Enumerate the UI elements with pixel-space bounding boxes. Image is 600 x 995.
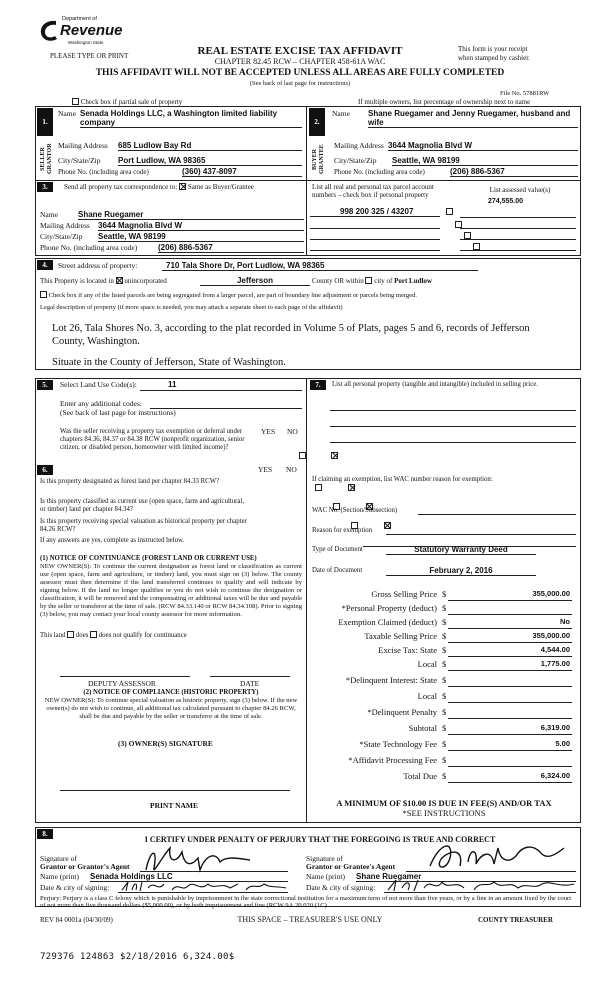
personal-property-label: List all personal property (tangible and intangible) included in selling price. [332, 381, 538, 388]
parcel-list-label-2: numbers – check box if personal property [312, 191, 429, 199]
additional-note: (See back of last page for instructions) [60, 408, 176, 417]
fee-dollar: $ [442, 617, 447, 627]
historic-no-checkbox[interactable] [384, 522, 391, 529]
fee-label: Subtotal [408, 723, 437, 733]
section-6-tag: 6. [37, 465, 53, 475]
grantor-sig-label-1: Signature of [40, 854, 77, 863]
parcel-personal-checkbox-2[interactable] [455, 221, 462, 228]
partial-sale-checkbox[interactable] [72, 98, 79, 105]
deputy-date: DATE [240, 679, 260, 688]
fee-value[interactable]: 6,324.00 [540, 771, 570, 780]
unincorporated-label: unincorporated [124, 277, 167, 285]
grantee-signature[interactable] [420, 838, 570, 874]
county-treasurer: COUNTY TREASURER [478, 916, 553, 924]
s6-no: NO [286, 465, 297, 474]
fee-row [300, 754, 582, 768]
receipt-note-2: when stamped by cashier. [458, 54, 530, 62]
send-label: Send all property tax correspondence to: [64, 183, 178, 191]
fee-dollar: $ [442, 631, 447, 641]
assessed-value[interactable]: 274,555.00 [488, 198, 524, 205]
assessed-line-4 [460, 250, 576, 251]
logo-sub: Washington State [68, 40, 104, 45]
buyer-name[interactable]: Shane Ruegamer and Jenny Ruegamer, husband and wife [368, 109, 578, 128]
form-chapter: CHAPTER 82.45 RCW – CHAPTER 458-61A WAC [214, 57, 386, 66]
grantor-name-label: Name (print) [40, 872, 79, 881]
property-box [35, 258, 581, 370]
fee-value[interactable]: No [560, 617, 570, 626]
fee-label: *Delinquent Penalty [367, 707, 437, 717]
parcel-personal-checkbox-1[interactable] [446, 208, 453, 215]
fee-row [300, 644, 582, 658]
fee-dollar: $ [442, 739, 447, 749]
form-warning: THIS AFFIDAVIT WILL NOT BE ACCEPTED UNLESS ALL AREAS ARE FULLY COMPLETED [95, 68, 505, 78]
parcel-personal-checkbox-4[interactable] [473, 243, 480, 250]
fee-row [300, 588, 582, 602]
corr-phone[interactable]: (206) 886-5367 [158, 243, 304, 253]
seller-side-label: SELLER GRANTOR [40, 143, 53, 175]
partial-sale [72, 98, 182, 106]
forest-no-checkbox[interactable] [348, 484, 355, 491]
fee-row [300, 658, 582, 672]
see-instructions: *SEE INSTRUCTIONS [402, 808, 486, 818]
this-land-label: This land [40, 632, 66, 639]
grantee-date-label: Date & city of signing: [306, 883, 376, 892]
parcel-line-2 [310, 228, 440, 229]
buyer-mailing[interactable]: 3644 Magnolia Blvd W [388, 141, 578, 151]
legal-label: Legal description of property (if more space is needed, you may attach a separate sheet to each page of the affidavit) [40, 304, 343, 311]
parcel-list-label-1: List all real and personal tax parcel account [312, 183, 434, 191]
grantor-sig-label-2: Grantor or Grantor's Agent [40, 862, 130, 871]
fee-label: Total Due [403, 771, 437, 781]
land-use-label: Select Land Use Code(s): [60, 380, 137, 389]
send-correspondence [64, 183, 254, 191]
section3-divider [306, 180, 307, 256]
print-name: PRINT NAME [150, 801, 198, 810]
fee-line [448, 734, 572, 735]
does-not-checkbox[interactable] [90, 631, 97, 638]
fee-row [300, 770, 582, 784]
seller-city[interactable]: Port Ludlow, WA 98365 [118, 156, 302, 166]
logo-main: Revenue [60, 22, 123, 39]
file-no: File No. 57881RW [500, 90, 550, 97]
grantor-date-signature[interactable] [118, 878, 290, 894]
fee-line [448, 656, 572, 657]
perjury-notice: Perjury: Perjury is a class C felony which is punishable by imprisonment in the state correctional institution for a maximum term of not more than five years, or by a fine in an amount fixed by the court of not more than five thousand dollars ($5,000.00), or by both imprisonment and fine (RCW 9A.20.020 (1C). [40, 895, 572, 910]
seller-name-label: Name [58, 109, 76, 118]
buyer-name-label: Name [332, 109, 350, 118]
fee-dollar: $ [442, 723, 447, 733]
seller-mailing-label: Mailing Address [58, 141, 108, 150]
parties-hline [35, 180, 581, 181]
rev-number: REV 84 0001a (04/30/09) [40, 916, 113, 924]
exemption-yes-checkbox[interactable] [299, 452, 306, 459]
notice2-title: (2) NOTICE OF COMPLIANCE (HISTORIC PROPERTY) [83, 689, 259, 696]
wac-label: If claiming an exemption, list WAC number reason for exemption: [312, 476, 493, 483]
fee-line [448, 686, 572, 687]
section-7-tag: 7. [310, 380, 326, 390]
fee-line [448, 628, 572, 629]
assessed-line-2 [460, 228, 576, 229]
fee-dollar: $ [442, 691, 447, 701]
segregated-checkbox[interactable] [40, 291, 47, 298]
partial-sale-label: Check box if partial sale of property [80, 98, 183, 106]
buyer-mailing-label: Mailing Address [334, 141, 384, 150]
parties-divider [306, 106, 307, 180]
fee-line [448, 766, 572, 767]
buyer-side-label: BUYER GRANTEE [312, 144, 325, 174]
pp-line-3 [330, 442, 576, 443]
fee-dollar: $ [442, 603, 447, 613]
fee-label: Taxable Selling Price [364, 631, 437, 641]
section-4-tag: 4. [37, 260, 53, 270]
doc-type[interactable]: Statutory Warranty Deed [386, 545, 536, 555]
fee-dollar: $ [442, 589, 447, 599]
parcel-line-4 [310, 250, 440, 251]
fee-line [448, 702, 572, 703]
fee-label: Local [417, 691, 437, 701]
dor-logo-swirl-icon [38, 18, 60, 44]
s6-q2: Is this property classified as current use (open space, farm and agricultural, or timber) land per chapter 84.34? [40, 498, 245, 513]
fee-value[interactable]: 1,775.00 [540, 659, 570, 668]
section-8-tag: 8. [37, 829, 53, 839]
grantee-sig-label-1: Signature of [306, 854, 343, 863]
does-checkbox[interactable] [67, 631, 74, 638]
parcel-number[interactable]: 998 200 325 / 43207 [310, 207, 440, 217]
seller-phone[interactable]: (360) 437-8097 [182, 167, 302, 177]
fee-dollar: $ [442, 659, 447, 669]
fee-value[interactable]: 6,319.00 [540, 723, 570, 732]
fee-dollar: $ [442, 755, 447, 765]
certify-statement: I CERTIFY UNDER PENALTY OF PERJURY THAT THE FOREGOING IS TRUE AND CORRECT [144, 835, 496, 844]
treasurer-stamp: 729376 124863 $2/18/2016 6,324.00$ [40, 952, 235, 962]
street-label: Street address of property: [58, 261, 138, 270]
grantor-name[interactable]: Senada Holdings LLC [90, 872, 288, 882]
seller-phone-label: Phone No. (including area code) [58, 168, 149, 176]
city-of-label: city of [374, 277, 393, 285]
notice1-body: NEW OWNER(S): To continue the current designation as forest land or classification as current use (open space, farm and agriculture, or timber) land, you must sign on (3) below. The county assessor must then determine if the land transferred continues to qualify and will indicate by signing below. If the land no longer qualifies or you do not wish to continue the designation or classification, it will be removed and the compensating or additional taxes will be due and payable by the seller or transferor at the time of sale. (RCW 84.33.140 or RCW 84.34.108). Prior to signing (3) below, you may contact your local county assessor for more information. [40, 563, 302, 618]
parcel-personal-checkbox-3[interactable] [464, 232, 471, 239]
fee-line [448, 642, 572, 643]
section-1-tag: 1. [37, 108, 53, 136]
buyer-city[interactable]: Seattle, WA 98199 [392, 156, 578, 166]
exemption-question: Was the seller receiving a property tax exemption or deferral under chapters 84.36, 84.37 or 84.38 RCW (nonprofit organization, senior citizen, or disabled person, homeowner with limited income)? [60, 428, 245, 451]
pp-line-1 [330, 410, 576, 411]
buyer-phone-label: Phone No. (including area code) [334, 168, 425, 176]
treasurer-space: THIS SPACE – TREASURER'S USE ONLY [237, 915, 383, 924]
fee-line [448, 614, 572, 615]
legal-situate[interactable]: Situate in the County of Jefferson, State of Washington. [52, 357, 286, 368]
does-label: does [75, 632, 89, 639]
form-title: REAL ESTATE EXCISE TAX AFFIDAVIT [197, 45, 403, 57]
additional-codes: Enter any additional codes: [60, 399, 142, 408]
assessed-line-1 [460, 217, 576, 218]
city-line [312, 277, 432, 285]
parcel-line-3 [310, 239, 440, 240]
s5-yes: YES [261, 427, 276, 436]
segregated-label: Check box if any of the listed parcels are being segregated from a larger parcel, are part of boundary line adjustment or parcels being merged. [48, 292, 417, 299]
fee-row [300, 706, 582, 720]
fee-dollar: $ [442, 645, 447, 655]
grantee-name[interactable]: Shane Ruegamer [356, 872, 576, 882]
deputy-assessor: DEPUTY ASSESSOR [88, 679, 156, 688]
corr-city[interactable]: Seattle, WA 98199 [98, 232, 304, 242]
fee-value[interactable]: 4,544.00 [540, 645, 570, 654]
fee-row [300, 616, 582, 630]
same-as-buyer-label: Same as Buyer/Grantee [187, 183, 254, 191]
grantee-name-label: Name (print) [306, 872, 345, 881]
fee-value[interactable]: 355,000.00 [532, 631, 570, 640]
s5-no: NO [287, 427, 298, 436]
does-not-label: does not qualify for continuance [98, 632, 187, 639]
fee-label: *Delinquent Interest: State [345, 675, 437, 685]
fee-line [448, 600, 572, 601]
buyer-phone[interactable]: (206) 886-5367 [450, 167, 578, 177]
deputy-line [60, 676, 190, 677]
fee-value[interactable]: 355,000.00 [532, 589, 570, 598]
reason-line [386, 534, 576, 535]
continuance-line [40, 631, 187, 640]
fee-row [300, 690, 582, 704]
seller-mailing[interactable]: 685 Ludlow Bay Rd [118, 141, 302, 151]
fee-line [448, 782, 572, 783]
assessed-label: List assessed value(s) [489, 186, 551, 194]
s6-q3: Is this property receiving special valuation as historical property per chapter 84.26 RCW? [40, 518, 247, 533]
corr-city-label: City/State/Zip [40, 232, 83, 241]
notice2-body: NEW OWNER(S): To continue special valuation as historic property, sign (3) below. If the new owner(s) do not wish to continue, all additional tax calculated pursuant to chapter 84.26 RCW, shall be due and payable by the seller or transferor at the time of sale. [44, 697, 298, 720]
owner-sig-line [60, 790, 290, 791]
pp-line-2 [330, 426, 576, 427]
notice1-title: (1) NOTICE OF CONTINUANCE (FOREST LAND OR CURRENT USE) [40, 555, 257, 562]
doc-date[interactable]: February 2, 2016 [386, 566, 536, 576]
fee-row [300, 738, 582, 752]
segregated-line [40, 291, 417, 299]
city-checkbox[interactable] [365, 277, 372, 284]
logo-top: Department of [62, 16, 97, 22]
please-type: PLEASE TYPE OR PRINT [50, 52, 129, 60]
fee-row [300, 722, 582, 736]
fee-dollar: $ [442, 675, 447, 685]
doc-date-label: Date of Document [312, 567, 363, 574]
fee-label: Local [417, 659, 437, 669]
multiple-owners: If multiple owners, list percentage of ownership next to name [358, 98, 531, 106]
fee-label: Excise Tax: State [378, 645, 437, 655]
seller-name[interactable]: Senada Holdings LLC, a Washington limited liability company [80, 109, 302, 128]
grantee-date-signature[interactable] [384, 876, 580, 894]
corr-mailing-label: Mailing Address [40, 221, 90, 230]
located-line [40, 277, 167, 285]
exemption-no-checkbox[interactable] [331, 452, 338, 459]
assessed-line-3 [460, 239, 576, 240]
fee-line [448, 750, 572, 751]
county-label: County OR within [312, 277, 364, 285]
fee-row [300, 674, 582, 688]
fee-label: *State Technology Fee [359, 739, 437, 749]
doc-type-label: Type of Document [312, 546, 363, 553]
fee-line [448, 718, 572, 719]
section-2-tag: 2. [309, 108, 325, 136]
corr-phone-label: Phone No. (including area code) [40, 243, 138, 252]
dor-logo [38, 14, 123, 48]
forest-yes-checkbox[interactable] [315, 484, 322, 491]
legal-description[interactable]: Lot 26, Tala Shores No. 3, according to the plat recorded in Volume 5 of Plats, pages 5 and 6, records of Jefferson County, Washington. [52, 323, 530, 347]
fee-row [300, 602, 582, 616]
fee-label: Gross Selling Price [371, 589, 437, 599]
receipt-note-1: This form is your receipt [458, 45, 528, 53]
corr-mailing[interactable]: 3644 Magnolia Blvd W [98, 221, 304, 231]
fee-label: *Personal Property (deduct) [341, 603, 437, 613]
wac-no-line [418, 514, 576, 515]
unincorporated-checkbox[interactable] [116, 277, 123, 284]
fee-dollar: $ [442, 707, 447, 717]
same-as-buyer-checkbox[interactable] [179, 183, 186, 190]
see-back: (See back of last page for instructions) [249, 80, 351, 87]
fee-line [448, 670, 572, 671]
street-address[interactable]: 710 Tala Shore Dr, Port Ludlow, WA 98365 [162, 261, 478, 271]
wac-no: WAC No. (Section/Subsection) [312, 507, 398, 514]
buyer-city-label: City/State/Zip [334, 156, 377, 165]
s6-if-yes: If any answers are yes, complete as instructed below. [40, 537, 185, 544]
located-label: This Property is located in [40, 277, 114, 285]
corr-name[interactable]: Shane Ruegamer [78, 210, 304, 220]
property-city[interactable]: Port Ludlow [394, 277, 432, 285]
fee-label: *Affidavit Processing Fee [348, 755, 437, 765]
section-3-tag: 3. [37, 182, 53, 192]
grantee-sig-label-2: Grantor or Grantee's Agent [306, 862, 396, 871]
section-5-tag: 5. [37, 380, 53, 390]
fee-label: Exemption Claimed (deduct) [338, 617, 437, 627]
corr-name-label: Name [40, 210, 58, 219]
s6-q1: Is this property designated as forest land per chapter 84.33 RCW? [40, 478, 220, 485]
reason-exemption: Reason for exemption [312, 527, 373, 534]
fee-value[interactable]: 5.00 [555, 739, 570, 748]
county-name[interactable]: Jefferson [200, 276, 310, 286]
date-line [210, 676, 290, 677]
land-use-code[interactable]: 11 [168, 380, 177, 389]
grantor-date-label: Date & city of signing: [40, 883, 110, 892]
minimum-notice: A MINIMUM OF $10.00 IS DUE IN FEE(S) AND/OR TAX [336, 798, 552, 808]
s6-yes: YES [258, 465, 273, 474]
seller-city-label: City/State/Zip [58, 156, 101, 165]
land-use-line [140, 390, 302, 391]
owner-signature: (3) OWNER(S) SIGNATURE [118, 739, 213, 748]
fee-dollar: $ [442, 771, 447, 781]
fee-row [300, 630, 582, 644]
